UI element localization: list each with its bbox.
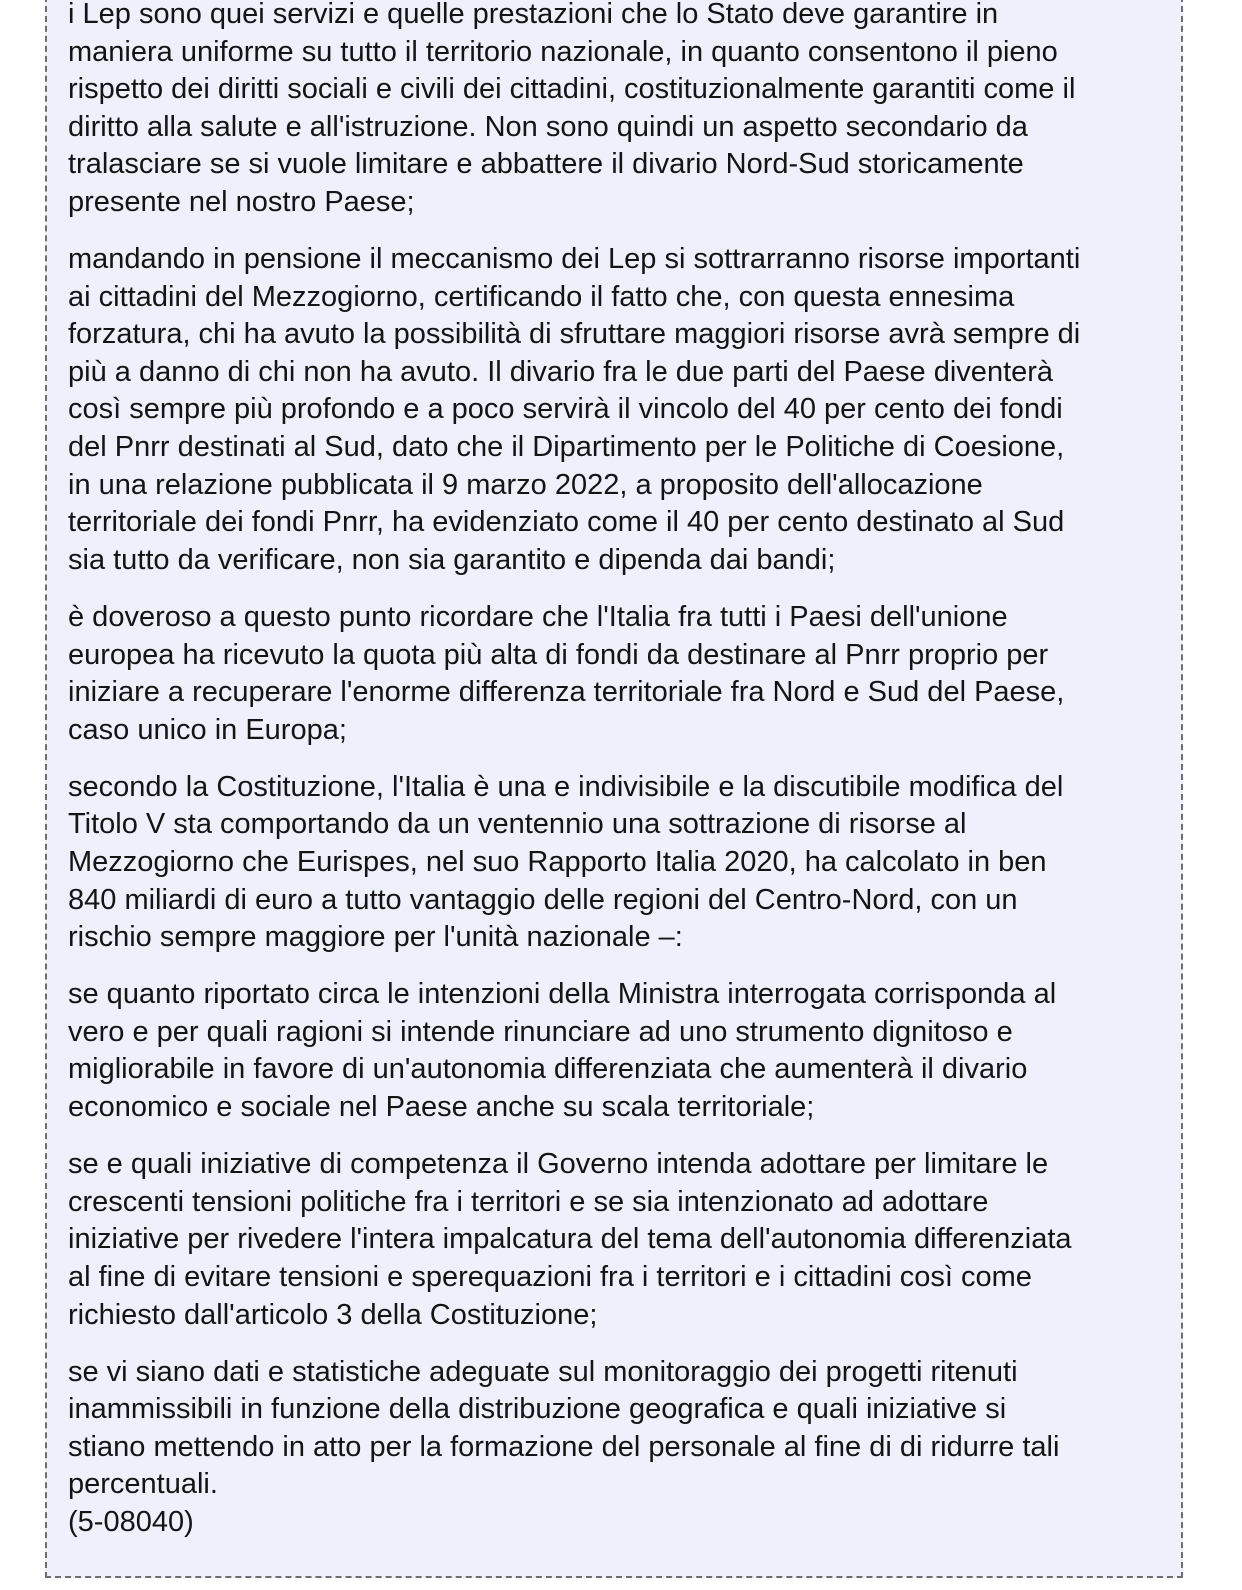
text-line: ai cittadini del Mezzogiorno, certificando il fatto che, con questa ennesima xyxy=(68,280,1015,313)
paragraph-lep-retirement xyxy=(68,241,1173,579)
text-line: iniziare a recuperare l'enorme differenza territoriale fra Nord e Sud del Paese, xyxy=(68,676,1065,709)
text-line: migliorabile in favore di un'autonomia differenziata che aumenterà il divario xyxy=(68,1053,1028,1086)
text-line: percentuali. xyxy=(68,1468,218,1501)
paragraph-question-dati xyxy=(68,1354,1173,1542)
text-line: secondo la Costituzione, l'Italia è una e indivisibile e la discutibile modifica del xyxy=(68,770,1064,803)
text-line: più a danno di chi non ha avuto. Il divario fra le due parti del Paese diventerà xyxy=(68,355,1054,388)
text-line: Titolo V sta comportando da un ventennio una sottrazione di risorse al xyxy=(68,808,967,841)
text-line: così sempre più profondo e a poco servirà il vincolo del 40 per cento dei fondi xyxy=(68,393,1063,426)
text-line: crescenti tensioni politiche fra i territori e se sia intenzionato ad adottare xyxy=(68,1185,989,1218)
text-line: richiesto dall'articolo 3 della Costituzione; xyxy=(68,1298,598,1331)
text-line: è doveroso a questo punto ricordare che l'Italia fra tutti i Paesi dell'unione xyxy=(68,600,1008,633)
text-line: rispetto dei diritti sociali e civili dei cittadini, costituzionalmente garantiti come il xyxy=(68,73,1076,106)
text-line: mandando in pensione il meccanismo dei Lep si sottrarranno risorse importanti xyxy=(68,243,1081,276)
text-line: in una relazione pubblicata il 9 marzo 2022, a proposito dell'allocazione xyxy=(68,468,983,501)
paragraph-question-governo xyxy=(68,1146,1173,1334)
text-line: forzatura, chi ha avuto la possibilità di sfruttare maggiori risorse avrà sempre di xyxy=(68,318,1081,351)
text-line: europea ha ricevuto la quota più alta di fondi da destinare al Pnrr proprio per xyxy=(68,638,1049,671)
text-line: maniera uniforme su tutto il territorio nazionale, in quanto consentono il pieno xyxy=(68,35,1058,68)
paragraph-lep-definition xyxy=(68,0,1173,222)
text-line: diritto alla salute e all'istruzione. Non sono quindi un aspetto secondario da xyxy=(68,110,1028,143)
text-line: rischio sempre maggiore per l'unità nazionale –: xyxy=(68,921,683,954)
text-line: presente nel nostro Paese; xyxy=(68,185,415,218)
document-panel xyxy=(45,0,1183,1578)
document-body xyxy=(68,0,1173,1542)
text-line: territoriale dei fondi Pnrr, ha evidenziato come il 40 per cento destinato al Sud xyxy=(68,506,1065,539)
text-line: se e quali iniziative di competenza il Governo intenda adottare per limitare le xyxy=(68,1148,1049,1181)
text-line: Mezzogiorno che Eurispes, nel suo Rapporto Italia 2020, ha calcolato in ben xyxy=(68,845,1047,878)
paragraph-costituzione xyxy=(68,769,1173,957)
text-line: inammissibili in funzione della distribuzione geografica e quali iniziative si xyxy=(68,1393,1007,1426)
text-line: se quanto riportato circa le intenzioni della Ministra interrogata corrisponda al xyxy=(68,978,1057,1011)
text-line: stiano mettendo in atto per la formazione del personale al fine di di ridurre tali xyxy=(68,1430,1060,1463)
text-line: tralasciare se si vuole limitare e abbattere il divario Nord-Sud storicamente xyxy=(68,148,1024,181)
paragraph-pnrr-quota xyxy=(68,599,1173,749)
text-line: sia tutto da verificare, non sia garantito e dipenda dai bandi; xyxy=(68,543,836,576)
paragraph-question-ministra xyxy=(68,976,1173,1126)
text-line: se vi siano dati e statistiche adeguate sul monitoraggio dei progetti ritenuti xyxy=(68,1355,1018,1388)
document-reference-code: (5-08040) xyxy=(68,1505,194,1538)
text-line: vero e per quali ragioni si intende rinunciare ad uno strumento dignitoso e xyxy=(68,1015,1013,1048)
text-line: economico e sociale nel Paese anche su scala territoriale; xyxy=(68,1091,815,1124)
text-line: del Pnrr destinati al Sud, dato che il Dipartimento per le Politiche di Coesione, xyxy=(68,431,1065,464)
text-line: caso unico in Europa; xyxy=(68,713,347,746)
text-line: iniziative per rivedere l'intera impalcatura del tema dell'autonomia differenziata xyxy=(68,1223,1072,1256)
text-line: 840 miliardi di euro a tutto vantaggio delle regioni del Centro-Nord, con un xyxy=(68,883,1018,916)
text-line: al fine di evitare tensioni e sperequazioni fra i territori e i cittadini così come xyxy=(68,1260,1032,1293)
text-line: i Lep sono quei servizi e quelle prestazioni che lo Stato deve garantire in xyxy=(68,0,999,30)
